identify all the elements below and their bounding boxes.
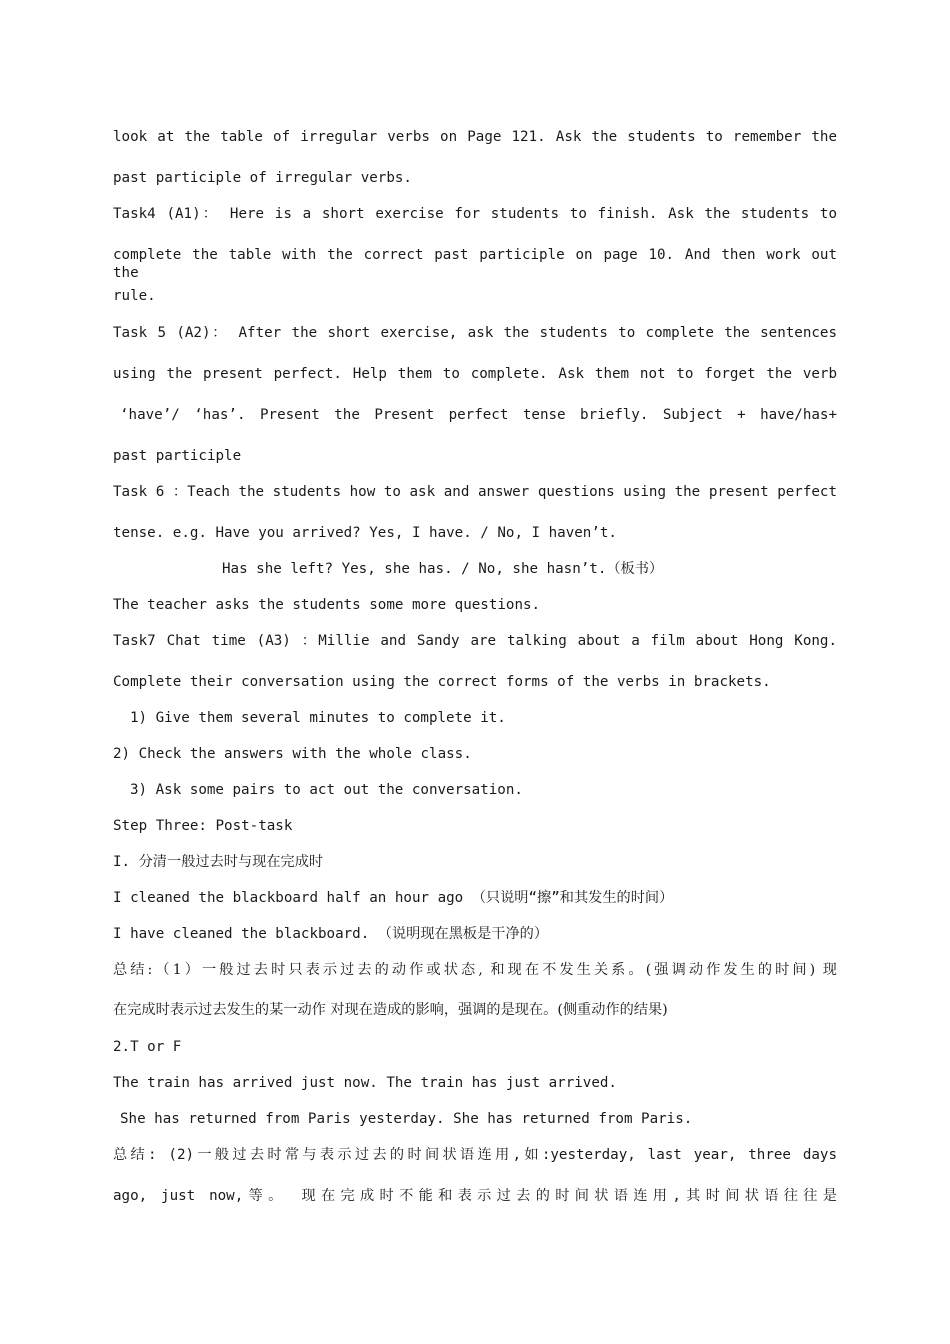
text-line: Complete their conversation using the correct forms of the verbs in brackets. bbox=[113, 674, 771, 690]
text-line: Task 6 ：Teach the students how to ask and answer questions using the present perfect bbox=[113, 484, 837, 500]
text-line: ‘have’/ ‘has’. Present the Present perfect tense briefly. Subject + have/has+ bbox=[120, 407, 837, 423]
list-item: 2) Check the answers with the whole class. bbox=[113, 746, 472, 762]
text-line: Task 5 (A2)： After the short exercise, ask the students to complete the sentences bbox=[113, 325, 837, 341]
text-line: The teacher asks the students some more questions. bbox=[113, 597, 541, 613]
text-line: Task7 Chat time (A3) ：Millie and Sandy are talking about a film about Hong Kong. bbox=[113, 633, 837, 649]
text-line: The train has arrived just now. The train has just arrived. bbox=[113, 1075, 617, 1091]
text-line: 总结:（1）一般过去时只表示过去的动作或状态, 和现在不发生关系。(强调动作发生的时间) 现 bbox=[113, 962, 837, 978]
text-line: look at the table of irregular verbs on Page 121. Ask the students to remember the bbox=[113, 129, 837, 145]
text-line: tense. e.g. Have you arrived? Yes, I have. / No, I haven’t. bbox=[113, 525, 617, 541]
text-line: ago, just now,等。 现在完成时不能和表示过去的时间状语连用,其时间状语往往是 bbox=[113, 1188, 837, 1204]
list-item: 3) Ask some pairs to act out the conversation. bbox=[130, 782, 523, 798]
text-line: Task4 (A1)： Here is a short exercise for students to finish. Ask the students to bbox=[113, 206, 837, 222]
text-line: past participle of irregular verbs. bbox=[113, 170, 412, 186]
text-line: 在完成时表示过去发生的某一动作 对现在造成的影响，强调的是现在。(侧重动作的结果) bbox=[113, 1002, 668, 1018]
text-line: She has returned from Paris yesterday. She has returned from Paris. bbox=[120, 1111, 693, 1127]
text-line: Has she left? Yes, she has. / No, she hasn’t.（板书） bbox=[222, 561, 664, 577]
text-line: I have cleaned the blackboard. （说明现在黑板是干净的） bbox=[113, 926, 549, 942]
text-line: I cleaned the blackboard half an hour ago （只说明“擦”和其发生的时间） bbox=[113, 890, 674, 906]
section-heading: 2.T or F bbox=[113, 1039, 182, 1055]
text-line: rule. bbox=[113, 288, 156, 304]
section-heading: Step Three: Post-task bbox=[113, 818, 293, 834]
text-line: 总结: (2)一般过去时常与表示过去的时间状语连用,如:yesterday, last year, three days bbox=[113, 1147, 837, 1163]
text-line: complete the table with the correct past participle on page 10. And then work out the bbox=[113, 247, 837, 281]
text-line: past participle bbox=[113, 448, 242, 464]
section-heading: I. 分清一般过去时与现在完成时 bbox=[113, 854, 324, 870]
list-item: 1) Give them several minutes to complete it. bbox=[130, 710, 506, 726]
text-line: using the present perfect. Help them to complete. Ask them not to forget the verb bbox=[113, 366, 837, 382]
